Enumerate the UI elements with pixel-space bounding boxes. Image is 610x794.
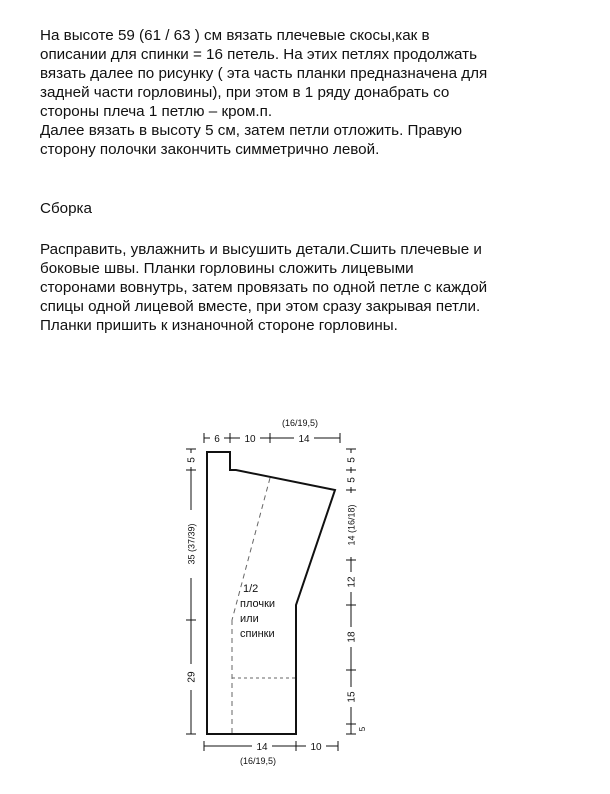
dim-label: 35 (37/39) (186, 523, 197, 565)
dim-label: 14 (298, 434, 310, 445)
text-line: На высоте 59 (61 / 63 ) см вязать плечевые скосы,как в (40, 27, 430, 44)
dim-label: 5 (346, 457, 358, 463)
text-line: задней части горловины), при этом в 1 ряду донабрать со (40, 84, 450, 101)
piece-label: или (240, 613, 259, 625)
piece-label: 1/2 (243, 583, 259, 595)
text-line: сторону полочки закончить симметрично левой. (40, 141, 380, 158)
text-line: вязать далее по рисунку ( эта часть планки предназначена для (40, 65, 488, 82)
dim-label: 5 (346, 477, 358, 483)
dim-label: 5 (186, 457, 198, 463)
garment-outline (207, 452, 335, 734)
dim-label: 14 (16/18) (346, 504, 357, 546)
text-line: сторонами вовнутрь, затем провязать по одной петле с каждой (40, 279, 488, 296)
text-line: боковые швы. Планки горловины сложить лицевыми (40, 260, 414, 277)
dim-label: 10 (244, 434, 256, 445)
dim-label: 10 (310, 742, 322, 753)
dim-label: 14 (256, 742, 268, 753)
text-line: Расправить, увлажнить и высушить детали.Сшить плечевые и (40, 241, 482, 258)
dim-label: (16/19,5) (281, 418, 319, 428)
text-line: Планки пришить к изнаночной стороне горловины. (40, 317, 398, 334)
text-line: описании для спинки = 16 петель. На этих петлях продолжать (40, 46, 478, 63)
dim-label: 6 (214, 434, 220, 445)
section-heading: Сборка (40, 200, 92, 217)
text-line: Далее вязать в высоту 5 см, затем петли отложить. Правую (40, 122, 463, 139)
text-line: стороны плеча 1 петлю – кром.п. (40, 103, 273, 120)
dim-label: (16/19,5) (239, 756, 277, 766)
dim-label: 18 (346, 631, 358, 643)
piece-label: спинки (240, 628, 275, 640)
text-line: спицы одной лицевой вместе, при этом сразу закрывая петли. (40, 298, 481, 315)
dim-label: 12 (346, 576, 358, 588)
dim-label: 15 (346, 691, 358, 703)
piece-label: плочки (240, 598, 276, 610)
dim-label: 29 (186, 671, 198, 683)
dim-label: 5 (358, 726, 367, 732)
